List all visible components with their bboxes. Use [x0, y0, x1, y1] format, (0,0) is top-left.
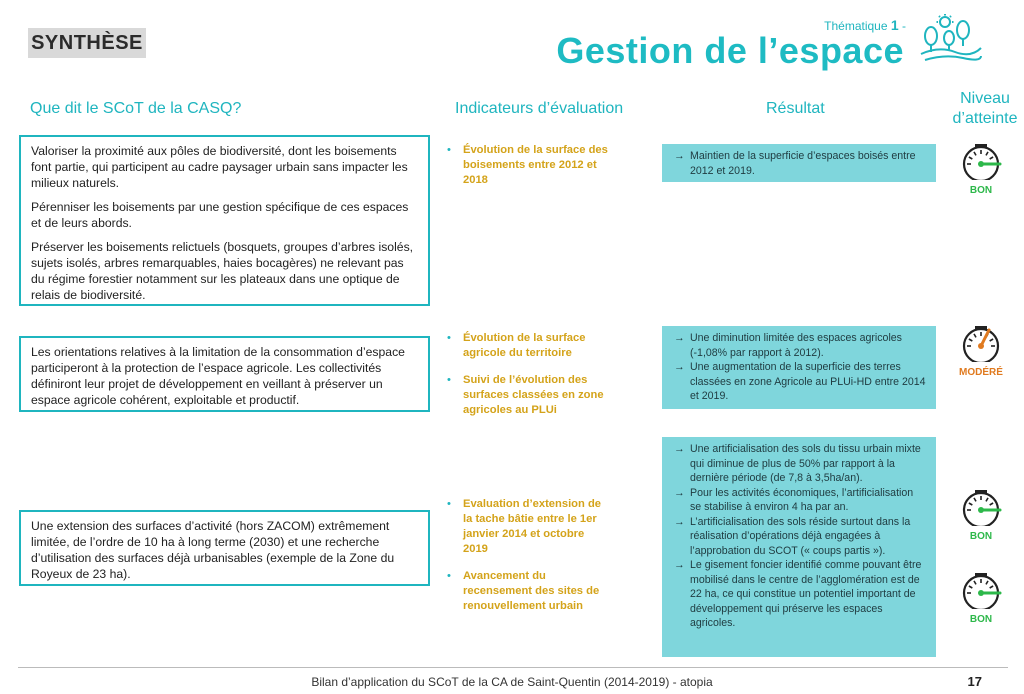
result-item	[674, 331, 926, 360]
level-label: BON	[969, 531, 993, 542]
question-box-1	[19, 135, 430, 306]
column-header-level-line2: d’atteinte	[952, 110, 1018, 127]
synthese-badge: SYNTHÈSE	[28, 28, 146, 58]
indicator-text: Évolution de la surface des boisements entre 2012 et 2018	[463, 144, 608, 186]
bullet-icon: •	[447, 498, 451, 510]
result-text: Pour les activités économiques, l’artificialisation se stabilise à environ 4 ha par an.	[690, 486, 914, 513]
result-text: Une artificialisation des sols du tissu urbain mixte qui diminue de plus de 50% par rapport à la dernière période (de 7,8 à 3,5ha/an).	[690, 443, 921, 484]
arrow-right-icon: →	[674, 515, 685, 528]
indicator-text: Suivi de l’évolution des surfaces classées en zone agricoles au PLUi	[463, 374, 604, 416]
theme-label-text: Thématique	[824, 19, 888, 33]
footer-divider	[18, 667, 1008, 668]
level-gauge-2	[958, 324, 1004, 378]
result-item	[674, 486, 926, 515]
column-header-result: Résultat	[766, 100, 825, 117]
indicator-list-2	[447, 331, 612, 426]
question-text: Préserver les boisements relictuels (bosquets, groupes d’arbres isolés, sujets isolés, arbres remarquables, haies bocagères) ne relevant pas du régime forestier notamment sur les plateaux dans une optique de relais de biodiversité.	[31, 240, 414, 302]
indicator-item	[447, 331, 612, 361]
result-box-2	[662, 326, 936, 409]
result-item	[674, 515, 926, 559]
question-box-2	[19, 336, 430, 412]
arrow-right-icon: →	[674, 559, 685, 571]
result-item	[674, 149, 926, 178]
result-item	[674, 558, 926, 631]
result-box-3	[662, 437, 936, 657]
arrow-right-icon: →	[674, 443, 685, 455]
footer-text: Bilan d’application du SCoT de la CA de Saint-Quentin (2014-2019) - atopia	[311, 675, 713, 689]
gauge-good-icon	[958, 142, 1004, 180]
gauge-moderate-icon	[958, 324, 1004, 362]
result-text: Le gisement foncier identifié comme pouvant être mobilisé dans le centre de l’agglomération est de 22 ha, ce qui constitue un potentiel important de développement qui préserve les espaces agricoles.	[690, 559, 922, 629]
column-header-question: Que dit le SCoT de la CASQ?	[30, 100, 242, 117]
indicator-list-1	[447, 143, 612, 196]
indicator-item	[447, 497, 612, 557]
column-header-indicators: Indicateurs d’évaluation	[455, 100, 624, 117]
level-gauge-1	[958, 142, 1004, 196]
arrow-right-icon: →	[674, 150, 685, 162]
column-header-level-line1: Niveau	[960, 90, 1010, 107]
question-box-3	[19, 510, 430, 586]
trees-sun-landscape-icon	[919, 14, 983, 67]
column-header-level	[940, 89, 1024, 129]
level-gauge-3	[958, 488, 1004, 542]
question-text: Pérenniser les boisements par une gestion spécifique de ces espaces et de leurs abords.	[31, 200, 409, 230]
bullet-icon: •	[447, 570, 451, 582]
indicator-item	[447, 143, 612, 188]
gauge-good-icon	[958, 488, 1004, 526]
question-text: Une extension des surfaces d’activité (hors ZACOM) extrêmement limitée, de l’ordre de 10 ha à long terme (2030) et une recherche d’utilisation des surfaces déjà urbanisables (exemple de la Zone du Royeux de 23 ha).	[31, 519, 395, 581]
bullet-icon: •	[447, 144, 451, 156]
level-label: BON	[969, 185, 993, 196]
indicator-list-3	[447, 497, 612, 622]
bullet-icon: •	[447, 332, 451, 344]
arrow-right-icon: →	[674, 332, 685, 344]
result-text: L’artificialisation des sols réside surtout dans la réalisation d’opérations déjà engagées à l’approbation du SCOT (« coups partis »).	[690, 515, 911, 557]
theme-suffix: -	[902, 19, 906, 33]
result-text: Une diminution limitée des espaces agricoles (-1,08% par rapport à 2012).	[690, 332, 902, 359]
result-box-1	[662, 144, 936, 182]
indicator-text: Evaluation d’extension de la tache bâtie entre le 1er janvier 2014 et octobre 2019	[463, 498, 602, 555]
theme-number: 1	[890, 17, 899, 33]
arrow-right-icon: →	[674, 361, 685, 373]
level-label: MODÉRÉ	[959, 367, 1003, 378]
result-item	[674, 442, 926, 486]
result-item	[674, 360, 926, 404]
gauge-good-icon	[958, 571, 1004, 609]
level-label: BON	[969, 614, 993, 625]
result-text: Une augmentation de la superficie des terres classées en zone Agricole au PLUi-HD entre 2014 et 2019.	[690, 361, 926, 402]
result-text: Maintien de la superficie d’espaces boisés entre 2012 et 2019.	[690, 150, 916, 177]
page-number: 17	[967, 674, 982, 689]
question-text: Les orientations relatives à la limitation de la consommation d’espace participeront à la protection de l’espace agricole. Les collectivités définiront leur projet de développement en veillant à préserver un espace agricole cohérent, exploitable et productif.	[31, 345, 405, 407]
question-text: Valoriser la proximité aux pôles de biodiversité, dont les boisements font partie, qui participent au cadre paysager urbain sans impacter les milieux naturels.	[31, 144, 408, 190]
indicator-text: Avancement du recensement des sites de renouvellement urbain	[463, 570, 600, 612]
indicator-item	[447, 569, 612, 614]
level-gauge-4	[958, 571, 1004, 625]
indicator-item	[447, 373, 612, 418]
arrow-right-icon: →	[674, 486, 685, 499]
page-title: Gestion de l’espace	[556, 30, 904, 71]
bullet-icon: •	[447, 374, 451, 386]
indicator-text: Évolution de la surface agricole du territoire	[463, 332, 586, 359]
